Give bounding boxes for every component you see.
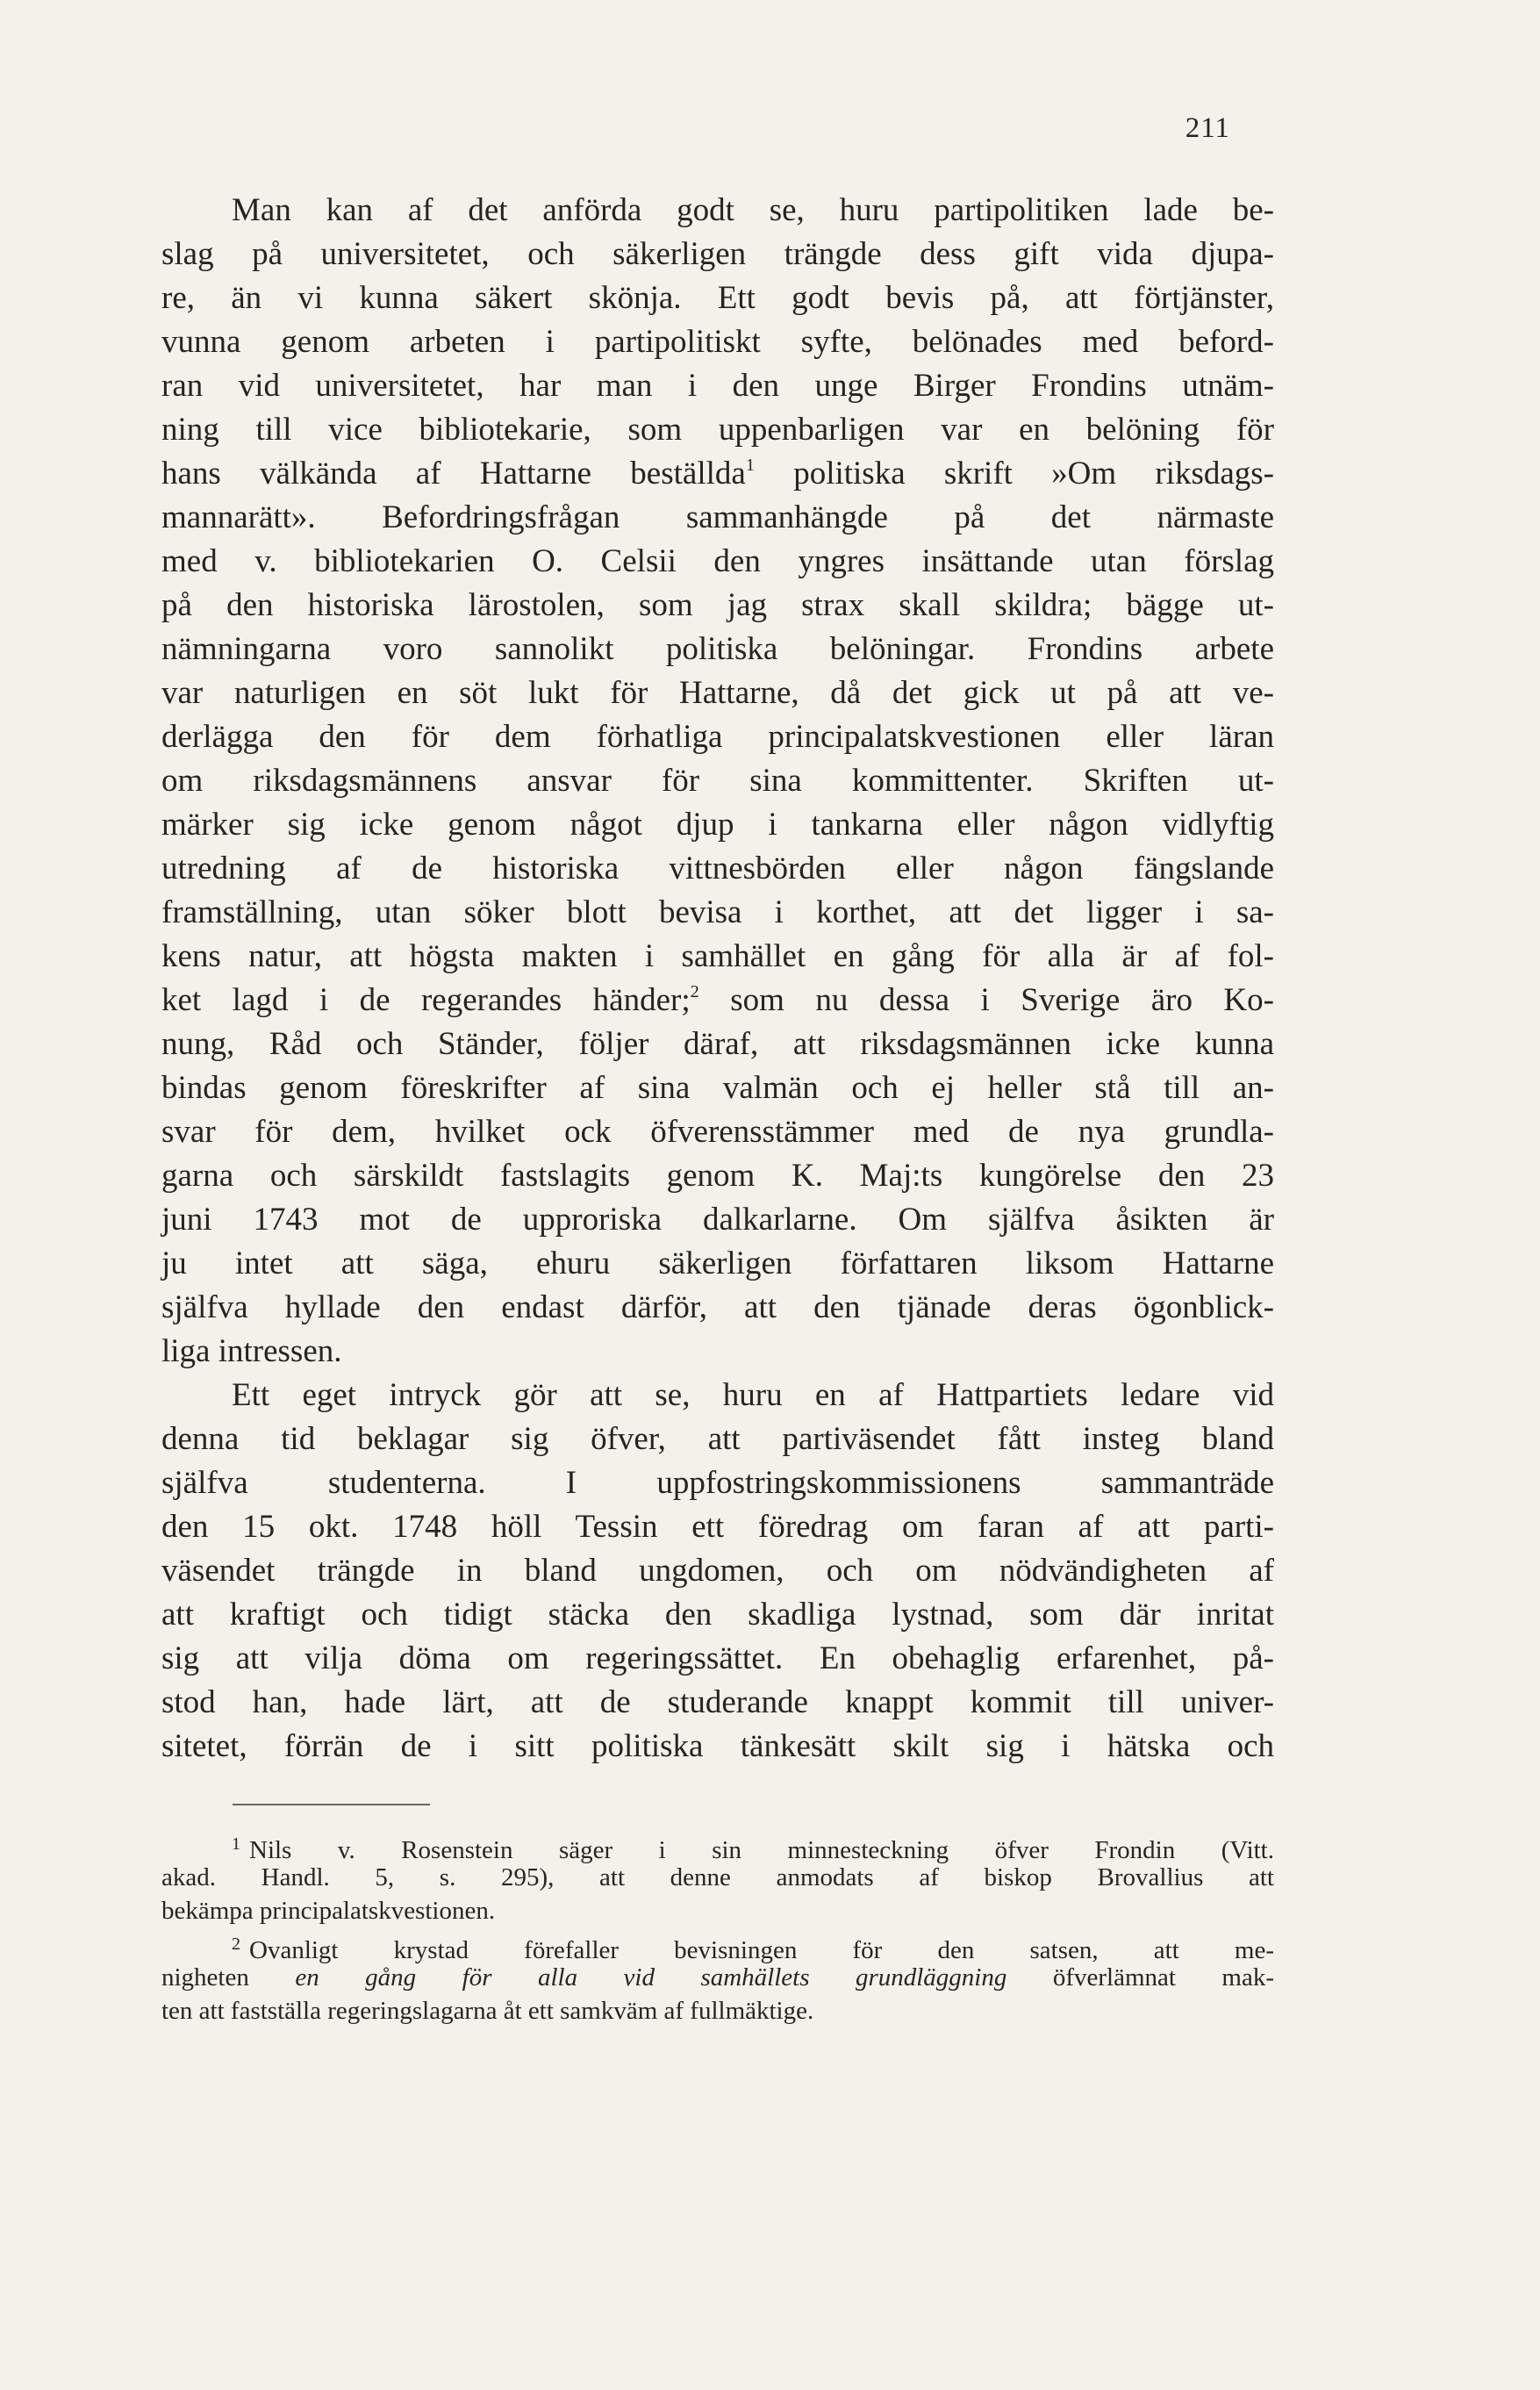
text-line-text: liga intressen. (161, 1333, 342, 1369)
text-line-text: hans välkända af Hattarne beställda (161, 456, 746, 492)
text-line-text: sitetet, förrän de i sitt politiska tänkesätt skilt sig i hätska och (161, 1728, 1274, 1764)
text-line (161, 1066, 1274, 1110)
text-line-text: juni 1743 mot de upproriska dalkarlarne. Om själfva åsikten är (161, 1202, 1274, 1238)
text-line-text: garna och särskildt fastslagits genom K. Maj:ts kungörelse den 23 (161, 1158, 1274, 1194)
footnote-line-text: ten att fastställa regeringslagarna åt ett samkväm af fullmäktige. (161, 1997, 814, 2025)
text-line (161, 584, 1274, 628)
text-line-text: re, än vi kunna säkert skönja. Ett godt bevis på, att förtjänster, (161, 280, 1274, 316)
footnote-line-text: nigheten (161, 1963, 296, 1992)
text-line-text: med v. bibliotekarien O. Celsii den yngres insättande utan förslag (161, 543, 1274, 579)
text-line (161, 935, 1274, 979)
text-line-text: denna tid beklagar sig öfver, att partiväsendet fått insteg bland (161, 1421, 1274, 1457)
text-line-text: derlägga den för dem förhatliga principalatskvestionen eller läran (161, 719, 1274, 755)
body-text (161, 189, 1274, 1769)
text-line (161, 1549, 1274, 1593)
text-line (161, 233, 1274, 276)
text-line (161, 408, 1274, 452)
text-line-text: vunna genom arbeten i partipolitiskt syfte, belönades med beford- (161, 324, 1274, 360)
text-line-text: märker sig icke genom något djup i tankarna eller någon vidlyftig (161, 807, 1274, 843)
text-line (161, 1242, 1274, 1286)
text-line-text: om riksdagsmännens ansvar för sina kommittenter. Skriften ut- (161, 763, 1274, 799)
text-line-text: att kraftigt och tidigt stäcka den skadliga lystnad, som där inritat (161, 1597, 1274, 1633)
text-line (161, 891, 1274, 935)
text-line (161, 1417, 1274, 1461)
text-line (161, 759, 1274, 803)
text-line-text: ju intet att säga, ehuru säkerligen författaren liksom Hattarne (161, 1245, 1274, 1281)
footnote-line-text: Ovanligt krystad förefaller bevisningen för den satsen, att me- (249, 1936, 1274, 1964)
text-line (161, 1330, 1274, 1374)
text-line-text: sig att vilja döma om regeringssättet. En obehaglig erfarenhet, på- (161, 1640, 1274, 1676)
italic-phrase: en gång för alla vid samhällets grundläggning (295, 1963, 1007, 1992)
text-line (161, 1286, 1274, 1330)
text-line (161, 496, 1274, 540)
text-line-text: Man kan af det anförda godt se, huru partipolitiken lade be- (232, 192, 1274, 228)
text-line-text: framställning, utan söker blott bevisa i korthet, att det ligger i sa- (161, 894, 1274, 930)
text-line (161, 1154, 1274, 1198)
page-number: 211 (1185, 112, 1230, 144)
text-line (161, 715, 1274, 759)
text-line-text: mannarätt». Befordringsfrågan sammanhängde på det närmaste (161, 499, 1274, 535)
footnote-line-text: akad. Handl. 5, s. 295), att denne anmodats af biskop Brovallius att (161, 1863, 1274, 1891)
footnote-line-text: öfverlämnat mak- (1006, 1963, 1275, 1992)
text-line (161, 452, 1274, 496)
text-line (161, 189, 1274, 233)
text-line-text: väsendet trängde in bland ungdomen, och om nödvändigheten af (161, 1553, 1274, 1589)
text-line (161, 628, 1274, 671)
footnote-line (161, 1961, 1274, 1994)
text-line (161, 1637, 1274, 1681)
text-line-text: själfva hyllade den endast därför, att den tjänade deras ögonblick- (161, 1289, 1274, 1325)
text-line-text: var naturligen en söt lukt för Hattarne, då det gick ut på att ve- (161, 675, 1274, 711)
footnote-line (161, 1827, 1274, 1864)
text-line-text: som nu dessa i Sverige äro Ko- (698, 982, 1274, 1018)
footnote-line-text: Nils v. Rosenstein säger i sin minnesteckning öfver Frondin (Vitt. (249, 1836, 1274, 1864)
text-line (161, 1461, 1274, 1505)
text-line (161, 1198, 1274, 1242)
footnotes (161, 1827, 1274, 2028)
footnote-reference: 1 (745, 455, 755, 475)
text-line (161, 1593, 1274, 1637)
text-line (161, 803, 1274, 847)
text-line (161, 847, 1274, 891)
text-line (161, 1023, 1274, 1066)
footnote-line (161, 1861, 1274, 1894)
text-line (161, 276, 1274, 320)
text-line (161, 979, 1274, 1023)
footnote-line-text: bekämpa principalatskvestionen. (161, 1897, 496, 1925)
text-line-text: svar för dem, hvilket ock öfverensstämmer med de nya grundla- (161, 1114, 1274, 1150)
text-line (161, 540, 1274, 584)
text-line-text: nämningarna voro sannolikt politiska belöningar. Frondins arbete (161, 631, 1274, 667)
text-line-text: ning till vice bibliotekarie, som uppenbarligen var en belöning för (161, 412, 1274, 448)
footnote-line (161, 1994, 1274, 2028)
text-line-text: bindas genom föreskrifter af sina valmän och ej heller stå till an- (161, 1070, 1274, 1106)
footnote-rule (233, 1804, 430, 1805)
text-line (161, 671, 1274, 715)
text-line (161, 320, 1274, 364)
text-line (161, 364, 1274, 408)
text-line-text: slag på universitetet, och säkerligen trängde dess gift vida djupa- (161, 236, 1274, 272)
text-line-text: på den historiska lärostolen, som jag strax skall skildra; bägge ut- (161, 587, 1274, 623)
footnote-marker: 1 (232, 1834, 240, 1854)
text-line-text: nung, Råd och Ständer, följer däraf, att riksdagsmännen icke kunna (161, 1026, 1274, 1062)
text-line-text: den 15 okt. 1748 höll Tessin ett föredrag om faran af att parti- (161, 1509, 1274, 1545)
footnote-reference: 2 (690, 981, 699, 1001)
text-line-text: ket lagd i de regerandes händer; (161, 982, 691, 1018)
text-line (161, 1505, 1274, 1549)
text-line-text: själfva studenterna. I uppfostringskommissionens sammanträde (161, 1465, 1274, 1501)
footnote-marker: 2 (232, 1934, 240, 1954)
text-line (161, 1110, 1274, 1154)
footnote-line (161, 1894, 1274, 1927)
footnote-line (161, 1927, 1274, 1964)
text-line-text: kens natur, att högsta makten i samhället en gång för alla är af fol- (161, 938, 1274, 974)
text-line-text: Ett eget intryck gör att se, huru en af Hattpartiets ledare vid (232, 1377, 1274, 1413)
text-line (161, 1374, 1274, 1417)
text-line (161, 1725, 1274, 1769)
text-line-text: utredning af de historiska vittnesbörden eller någon fängslande (161, 850, 1274, 886)
text-line-text: stod han, hade lärt, att de studerande knappt kommit till univer- (161, 1684, 1274, 1720)
text-line-text: ran vid universitetet, har man i den unge Birger Frondins utnäm- (161, 368, 1274, 404)
text-line (161, 1681, 1274, 1725)
text-line-text: politiska skrift »Om riksdags- (754, 456, 1274, 492)
